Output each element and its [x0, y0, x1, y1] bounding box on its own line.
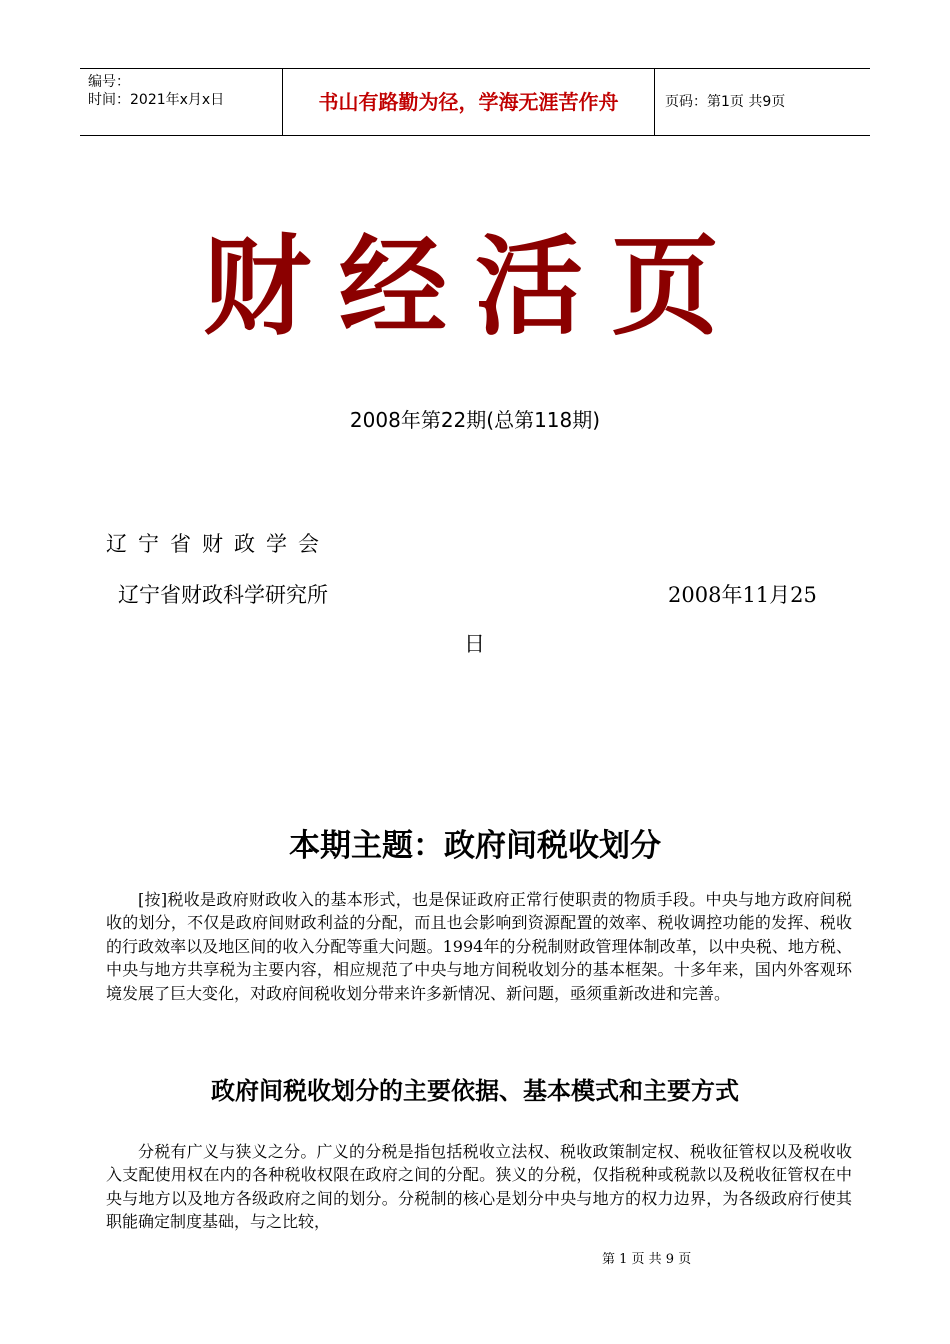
- header-meta-cell: [80, 69, 283, 135]
- publish-date: 2008年11月25: [668, 583, 817, 607]
- issue-number: 2008年第22期(总第118期): [349, 408, 601, 432]
- page-info-cell: [655, 69, 870, 135]
- code-label: 编号：: [88, 74, 130, 90]
- time-label: 时间：2021年x月x日: [88, 92, 225, 108]
- organization-society: 辽宁省财政学会: [106, 532, 330, 556]
- issue-theme: 本期主题：政府间税收划分: [289, 828, 661, 864]
- page-footer: 第 1 页 共 9 页: [602, 1252, 692, 1267]
- section-paragraph: 分税有广义与狭义之分。广义的分税是指包括税收立法权、税收政策制定权、税收征管权以及税收收入支配使用权在内的各种税收权限在政府之间的分配。狭义的分税，仅指税种或税款以及税收征管权在中央与地方以及地方各级政府之间的划分。分税制的核心是划分中央与地方的权力边界，为各级政府行使其职能确定制度基础，与之比较，: [106, 1142, 852, 1232]
- page-info-text: 页码：第1页 共9页: [665, 94, 786, 110]
- organization-institute: 辽宁省财政科学研究所: [118, 583, 328, 607]
- motto-text: 书山有路勤为径，学海无涯苦作舟: [318, 90, 619, 114]
- intro-paragraph: [按]税收是政府财政收入的基本形式，也是保证政府正常行使职责的物质手段。中央与地方政府间税收的划分，不仅是政府间财政利益的分配，而且也会影响到资源配置的效率、税收调控功能的发挥、税收的行政效率以及地区间的收入分配等重大问题。1994年的分税制财政管理体制改革，以中央税、地方税、中央与地方共享税为主要内容，相应规范了中央与地方间税收划分的基本框架。十多年来，国内外客观环境发展了巨大变化，对政府间税收划分带来许多新情况、新问题，亟须重新改进和完善。: [106, 890, 852, 1003]
- main-title: 财经活页: [202, 224, 747, 350]
- section-heading: 政府间税收划分的主要依据、基本模式和主要方式: [211, 1076, 739, 1105]
- publish-date-continued: 日: [464, 632, 485, 656]
- motto-cell: [283, 69, 655, 135]
- header-table: [80, 68, 870, 136]
